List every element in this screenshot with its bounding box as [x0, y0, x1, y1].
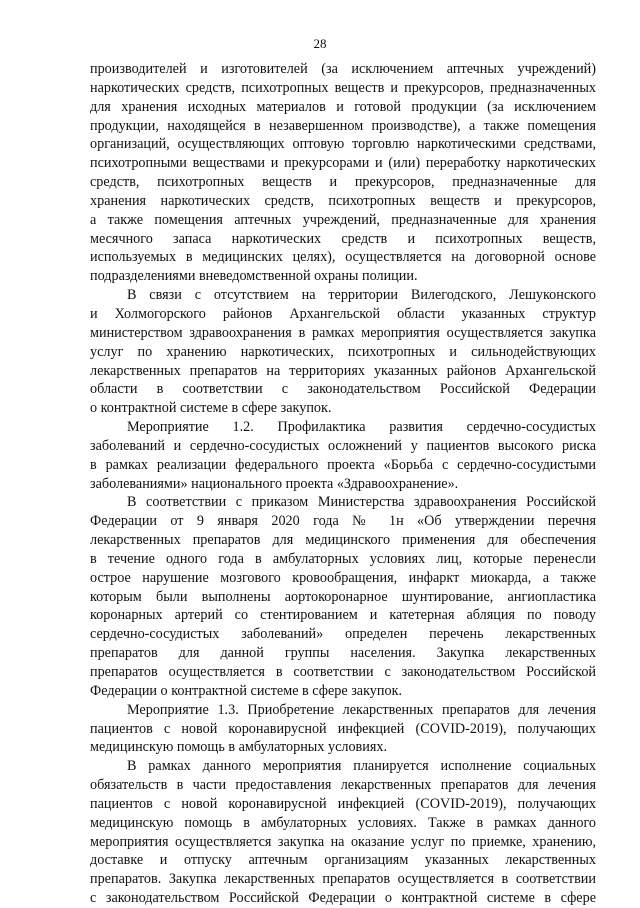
text-line: подразделениями вневедомственной охраны полиции. — [90, 268, 418, 285]
text-line: области в соответствии с законодательством Российской Федерации — [90, 381, 596, 398]
text-line: коронарных артерий со стентированием и катетерная абляция по поводу — [90, 607, 596, 624]
page-number: 28 — [313, 36, 327, 51]
text-line: мероприятия осуществляется закупка на оказание услуг по приемке, хранению, — [90, 833, 596, 850]
text-line: Мероприятие 1.2. Профилактика развития сердечно-сосудистых — [127, 419, 596, 436]
text-line: производителей и изготовителей (за исключением аптечных учреждений) — [90, 61, 596, 77]
text-line: услуг по хранению наркотических, психотропных и сильнодействующих — [90, 343, 596, 360]
text-line: заболеваниями» национального проекта «Здравоохранение». — [90, 475, 459, 492]
text-line: хранения наркотических средств, психотропных веществ и прекурсоров, — [90, 192, 596, 209]
text-line: Федерации от 9 января 2020 года № 1н «Об утверждении перечня — [90, 513, 596, 530]
text-line: лекарственных препаратов на территориях указанных районов Архангельской — [90, 362, 596, 379]
text-line: доставке и отпуску аптечным организациям указанных лекарственных — [90, 852, 596, 869]
text-line: организаций, осуществляющих оптовую торговлю наркотическими средствами, — [90, 136, 596, 153]
text-line: министерством здравоохранения в рамках мероприятия осуществляется закупка — [90, 324, 596, 341]
text-line: В рамках данного мероприятия планируется исполнение социальных — [127, 758, 596, 775]
text-line: препаратов осуществляется в соответствии с законодательством Российской — [90, 664, 596, 680]
text-line: заболеваний и сердечно-сосудистых осложнений у пациентов высокого риска — [90, 437, 596, 454]
text-line: для хранения исходных материалов и готовой продукции (за исключением — [90, 98, 596, 115]
text-line: используемых в медицинских целях), осуществляется на договорной основе — [90, 249, 596, 266]
document-body — [90, 60, 596, 908]
text-line: лекарственных препаратов для медицинского применения для обеспечения — [90, 532, 596, 549]
text-line: наркотических средств, психотропных веществ и прекурсоров, предназначенных — [90, 79, 596, 96]
text-line: продукции, находящейся в незавершенном производстве), а также помещения — [90, 117, 596, 134]
text-line: медицинскую помощь в амбулаторных условиях. Также в рамках данного — [90, 814, 596, 831]
text-line: сердечно-сосудистых заболеваний» определен перечень лекарственных — [90, 626, 596, 643]
text-line: которым были выполнены аортокоронарное шунтирование, ангиопластика — [90, 588, 596, 605]
text-line: препаратов. Закупка лекарственных препаратов осуществляется в соответствии — [90, 871, 596, 888]
text-line: а также помещения аптечных учреждений, предназначенные для хранения — [90, 211, 596, 228]
text-line: с законодательством Российской Федерации о контрактной системе в сфере — [90, 890, 596, 907]
text-line: медицинскую помощь в амбулаторных условиях. — [90, 739, 388, 756]
text-line: препаратов для данной группы населения. Закупка лекарственных — [90, 645, 596, 662]
text-line: пациентов с новой коронавирусной инфекцией (COVID-2019), получающих — [90, 795, 596, 812]
text-line: В связи с отсутствием на территории Вилегодского, Лешуконского — [127, 287, 596, 304]
text-line: Мероприятие 1.3. Приобретение лекарственных препаратов для лечения — [127, 701, 596, 718]
text-line: Федерации о контрактной системе в сфере закупок. — [90, 682, 403, 699]
text-line: обязательств в части предоставления лекарственных препаратов для лечения — [90, 777, 596, 794]
text-line: острое нарушение мозгового кровообращения, инфаркт миокарда, а также — [90, 569, 596, 586]
text-line: В соответствии с приказом Министерства здравоохранения Российской — [127, 494, 596, 511]
text-line: и Холмогорского районов Архангельской области указанных структур — [90, 305, 596, 322]
text-line: средств, психотропных веществ и прекурсоров, предназначенные для — [90, 174, 596, 191]
text-line: в течение одного года в амбулаторных условиях лиц, которые перенесли — [90, 550, 596, 567]
text-line: месячного запаса наркотических средств и психотропных веществ, — [90, 230, 596, 247]
text-line: в рамках реализации федерального проекта «Борьба с сердечно-сосудистыми — [90, 456, 596, 473]
text-line: психотропными веществами и прекурсорами и (или) переработку наркотических — [90, 155, 596, 172]
text-line: пациентов с новой коронавирусной инфекцией (COVID-2019), получающих — [90, 720, 596, 737]
text-line: о контрактной системе в сфере закупок. — [90, 400, 332, 417]
